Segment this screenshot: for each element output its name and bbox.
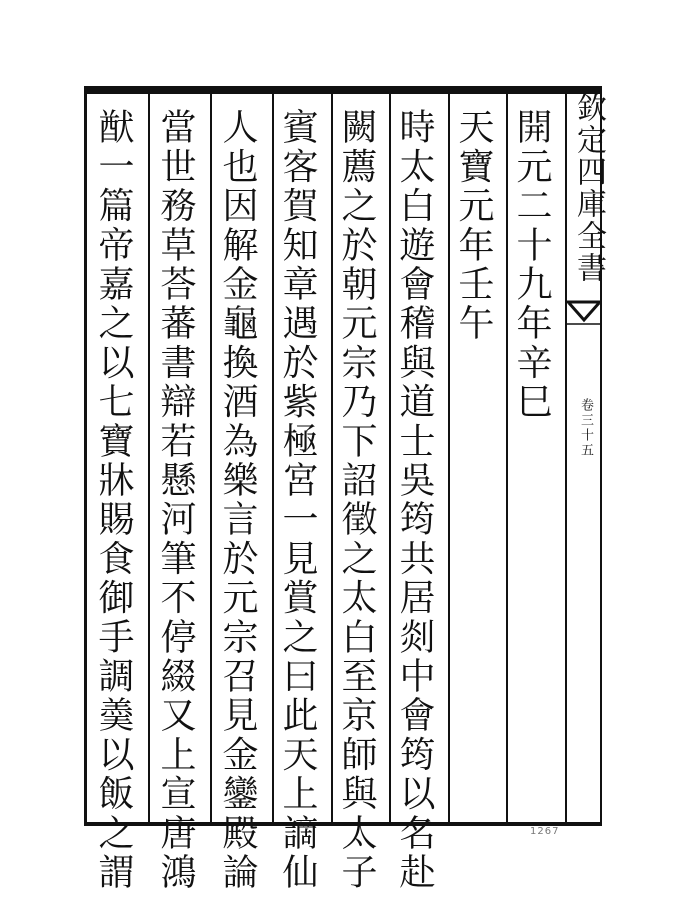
text-column-heading-1: 開元二十九年辛巳 xyxy=(511,108,552,422)
folio-number: 1267 xyxy=(530,826,560,837)
book-title: 欽定四庫全書 xyxy=(571,92,606,284)
fish-tail-icon xyxy=(567,300,601,326)
column-rule xyxy=(389,94,391,822)
frame-top-rule xyxy=(84,86,602,94)
column-rule xyxy=(210,94,212,822)
column-rule xyxy=(506,94,508,822)
text-column: 賓客賀知章遇於紫極宮一見賞之曰此天上謫仙 xyxy=(277,108,318,892)
text-column-heading-2: 天寶元年壬午 xyxy=(453,108,494,344)
juan-label: 卷三十五 xyxy=(578,398,593,458)
column-rule xyxy=(331,94,333,822)
column-rule xyxy=(148,94,150,822)
text-column: 猷一篇帝嘉之以七寶牀賜食御手調羮以飯之謂 xyxy=(93,108,134,892)
column-rule xyxy=(272,94,274,822)
text-column: 闕薦之於朝元宗乃下詔徵之太白至京師與太子 xyxy=(336,108,377,892)
column-rule xyxy=(448,94,450,822)
frame-left-rule xyxy=(84,86,87,826)
text-column: 時太白遊會稽與道士吳筠共居剡中會筠以名赴 xyxy=(394,108,435,892)
text-column: 當世務草荅蕃書辯若懸河筆不停綴又上宣唐鴻 xyxy=(155,108,196,892)
text-column: 人也因解金龜換酒為樂言於元宗召見金鑾殿論 xyxy=(217,108,258,892)
